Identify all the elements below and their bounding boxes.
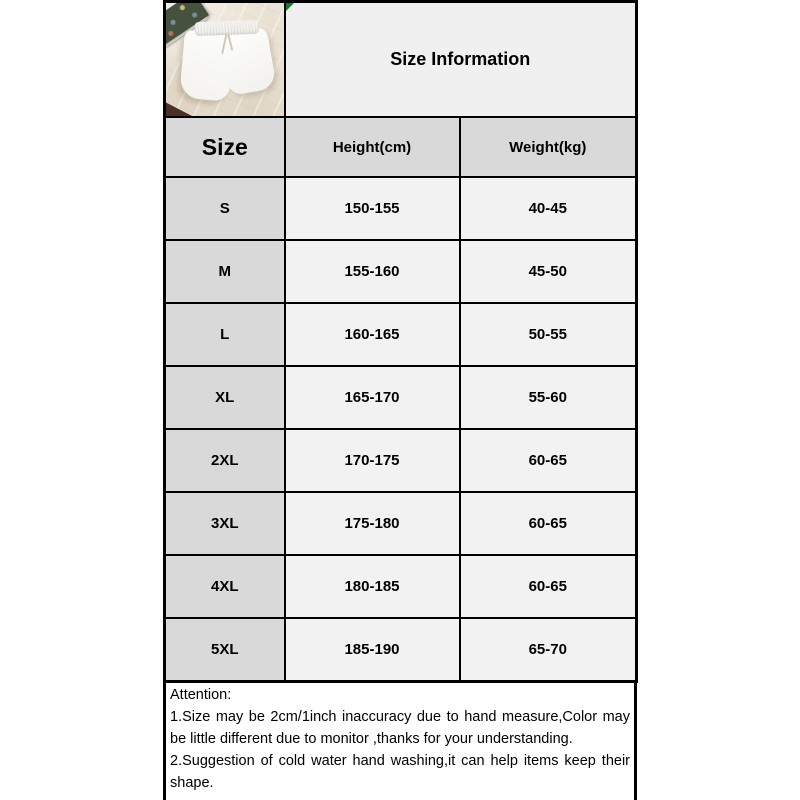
size-cell: 3XL bbox=[165, 492, 285, 555]
column-header-row bbox=[165, 117, 637, 177]
height-cell: 180-185 bbox=[285, 555, 460, 618]
table-row bbox=[165, 555, 637, 618]
shorts-shape bbox=[181, 19, 276, 108]
weight-cell: 45-50 bbox=[460, 240, 637, 303]
weight-cell: 55-60 bbox=[460, 366, 637, 429]
table-row bbox=[165, 303, 637, 366]
weight-cell: 60-65 bbox=[460, 492, 637, 555]
title-cell bbox=[285, 2, 637, 118]
table-row bbox=[165, 240, 637, 303]
green-corner-flag-icon bbox=[286, 3, 294, 11]
height-cell: 170-175 bbox=[285, 429, 460, 492]
table-row bbox=[165, 177, 637, 240]
weight-cell: 60-65 bbox=[460, 555, 637, 618]
size-cell: 2XL bbox=[165, 429, 285, 492]
shorts-photo bbox=[166, 3, 284, 116]
weight-cell: 60-65 bbox=[460, 429, 637, 492]
size-cell: M bbox=[165, 240, 285, 303]
table-row bbox=[165, 429, 637, 492]
weight-cell: 40-45 bbox=[460, 177, 637, 240]
column-header-height: Height(cm) bbox=[285, 117, 460, 177]
height-cell: 155-160 bbox=[285, 240, 460, 303]
attention-note bbox=[163, 680, 637, 800]
size-cell: XL bbox=[165, 366, 285, 429]
height-cell: 185-190 bbox=[285, 618, 460, 682]
page-title: Size Information bbox=[390, 49, 531, 69]
weight-cell: 50-55 bbox=[460, 303, 637, 366]
height-cell: 175-180 bbox=[285, 492, 460, 555]
table-row bbox=[165, 618, 637, 682]
attention-note-1: 1.Size may be 2cm/1inch inaccuracy due to hand measure,Color may be little different due to monitor ,thanks for your understanding. bbox=[170, 709, 630, 747]
column-header-size: Size bbox=[165, 117, 285, 177]
weight-cell: 65-70 bbox=[460, 618, 637, 682]
height-cell: 150-155 bbox=[285, 177, 460, 240]
attention-note-2: 2.Suggestion of cold water hand washing,it can help items keep their shape. bbox=[170, 753, 630, 791]
size-cell: 4XL bbox=[165, 555, 285, 618]
height-cell: 160-165 bbox=[285, 303, 460, 366]
size-table bbox=[163, 0, 638, 683]
size-cell: S bbox=[165, 177, 285, 240]
table-row bbox=[165, 492, 637, 555]
table-row bbox=[165, 366, 637, 429]
size-cell: L bbox=[165, 303, 285, 366]
column-header-weight: Weight(kg) bbox=[460, 117, 637, 177]
height-cell: 165-170 bbox=[285, 366, 460, 429]
size-chart-sheet bbox=[163, 0, 637, 800]
attention-label: Attention: bbox=[170, 687, 232, 703]
top-row bbox=[165, 2, 637, 118]
size-cell: 5XL bbox=[165, 618, 285, 682]
product-photo-cell bbox=[165, 2, 285, 118]
